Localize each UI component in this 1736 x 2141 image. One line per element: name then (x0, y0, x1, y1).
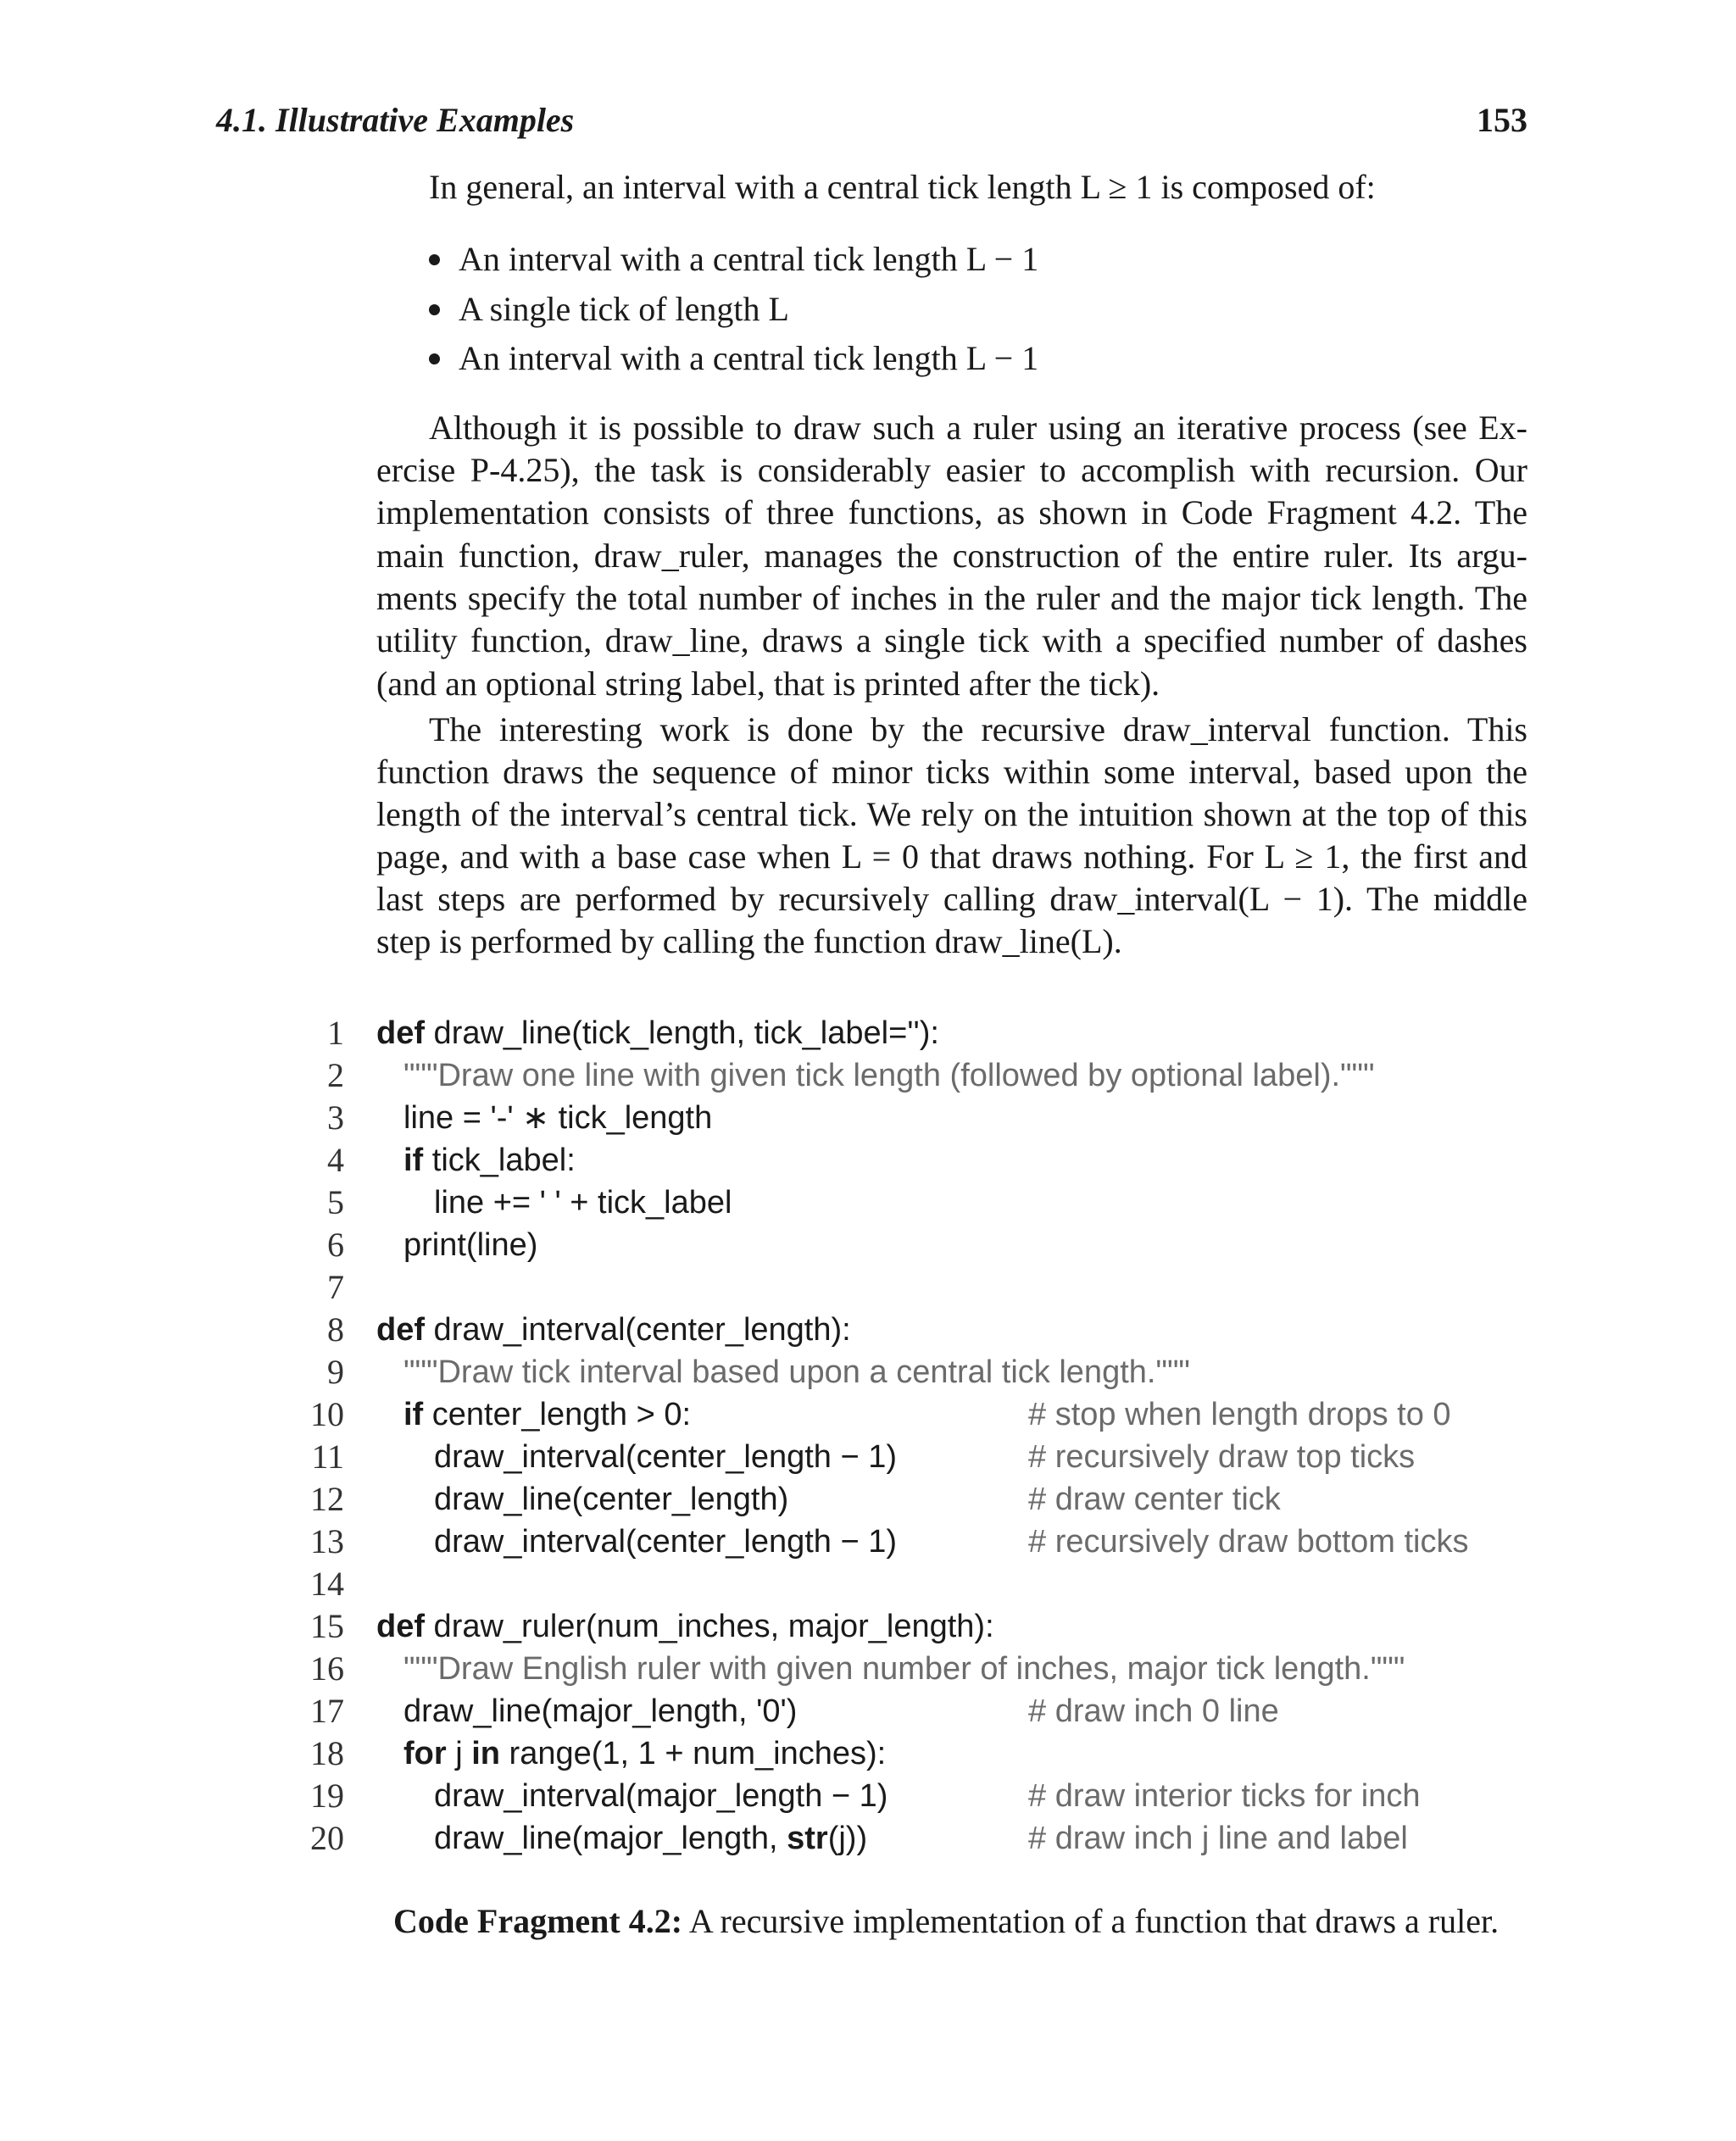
bullet-icon (429, 304, 440, 315)
code-line (0, 1521, 1736, 1563)
code-text: draw_interval(center_length − 1) (434, 1524, 898, 1560)
code-comment: # draw center tick (1028, 1482, 1281, 1517)
code-line (0, 1436, 1736, 1478)
line-number: 3 (327, 1098, 344, 1137)
bullet-item-1: An interval with a central tick length L − 1 (429, 238, 1038, 281)
code-text: draw_interval(major_length − 1) (434, 1778, 888, 1814)
line-number: 9 (327, 1353, 344, 1391)
line-number: 6 (327, 1226, 344, 1264)
code-line (0, 1605, 1736, 1648)
code-line (0, 1817, 1736, 1860)
code-comment: # stop when length drops to 0 (1028, 1397, 1451, 1432)
code-line (0, 1097, 1736, 1139)
line-number: 19 (310, 1777, 344, 1815)
para2-line-4: page, and with a base case when L = 0 that draws nothing. For L ≥ 1, the first and (376, 837, 1527, 876)
code-text: draw_line(major_length, str(j)) (434, 1821, 868, 1856)
para1-line-4: main function, draw_ruler, manages the construction of the entire ruler. Its argu- (376, 537, 1527, 575)
code-line (0, 1563, 1736, 1605)
code-comment: # draw inch j line and label (1028, 1821, 1408, 1856)
line-number: 13 (310, 1522, 344, 1560)
code-comment: # draw inch 0 line (1028, 1693, 1279, 1729)
bullet-item-3: An interval with a central tick length L − 1 (429, 337, 1038, 380)
para2-line-6: step is performed by calling the function draw_line(L). (376, 922, 1122, 960)
para1-line-7: (and an optional string label, that is printed after the tick). (376, 665, 1160, 703)
code-line (0, 1139, 1736, 1182)
para2-line-1: The interesting work is done by the recursive draw_interval function. This (429, 710, 1527, 748)
bullet-icon (429, 353, 440, 364)
docstring: """Draw tick interval based upon a central tick length.""" (403, 1354, 1190, 1390)
line-number: 7 (327, 1268, 344, 1306)
line-number: 10 (310, 1395, 344, 1433)
code-text: draw_line(center_length) (434, 1482, 789, 1517)
docstring: """Draw one line with given tick length (followed by optional label).""" (403, 1058, 1375, 1093)
code-text: if center_length > 0: (403, 1397, 692, 1432)
line-number: 15 (310, 1607, 344, 1645)
code-line (0, 1648, 1736, 1690)
bullet-item-2: A single tick of length L (429, 288, 789, 331)
para2-line-2: function draws the sequence of minor ticks within some interval, based upon the (376, 753, 1527, 791)
code-text: draw_line(major_length, '0') (403, 1693, 798, 1729)
section-header: 4.1. Illustrative Examples (216, 101, 575, 139)
code-line (0, 1478, 1736, 1521)
code-comment: # draw interior ticks for inch (1028, 1778, 1421, 1814)
code-text: def draw_line(tick_length, tick_label=''): (376, 1015, 939, 1051)
para2-line-3: length of the interval’s central tick. We rely on the intuition shown at the top of this (376, 795, 1527, 833)
code-text: draw_interval(center_length − 1) (434, 1439, 898, 1475)
code-line (0, 1690, 1736, 1732)
code-text: if tick_label: (403, 1143, 576, 1178)
caption-text: A recursive implementation of a function that draws a ruler. (688, 1902, 1500, 1940)
line-number: 18 (310, 1734, 344, 1772)
code-line (0, 1012, 1736, 1054)
para1-line-5: ments specify the total number of inches in the ruler and the major tick length. The (376, 579, 1527, 617)
para1-line-3: implementation consists of three functions, as shown in Code Fragment 4.2. The (376, 493, 1527, 531)
line-number: 17 (310, 1692, 344, 1730)
code-text: line += ' ' + tick_label (434, 1185, 732, 1221)
code-text: line = '-' ∗ tick_length (403, 1100, 713, 1136)
code-text: for j in range(1, 1 + num_inches): (403, 1736, 887, 1771)
line-number: 1 (327, 1014, 344, 1052)
docstring: """Draw English ruler with given number of inches, major tick length.""" (403, 1651, 1405, 1687)
code-caption (393, 1901, 1499, 1941)
line-number: 4 (327, 1141, 344, 1179)
page-number: 153 (1477, 101, 1527, 139)
line-number: 20 (310, 1819, 344, 1857)
code-line (0, 1351, 1736, 1393)
para1-line-1: Although it is possible to draw such a ruler using an iterative process (see Ex- (429, 409, 1527, 447)
code-line (0, 1054, 1736, 1097)
code-text: def draw_interval(center_length): (376, 1312, 851, 1348)
bullet-icon (429, 254, 440, 265)
intro-line: In general, an interval with a central tick length L ≥ 1 is composed of: (429, 168, 1376, 206)
para2-line-5: last steps are performed by recursively calling draw_interval(L − 1). The middle (376, 880, 1527, 918)
code-line (0, 1393, 1736, 1436)
line-number: 12 (310, 1480, 344, 1518)
code-text: print(line) (403, 1227, 538, 1263)
code-line (0, 1182, 1736, 1224)
line-number: 2 (327, 1056, 344, 1094)
code-text: def draw_ruler(num_inches, major_length): (376, 1609, 994, 1644)
para1-line-6: utility function, draw_line, draws a single tick with a specified number of dashes (376, 621, 1527, 659)
line-number: 14 (310, 1565, 344, 1603)
line-number: 11 (311, 1438, 344, 1476)
code-line (0, 1309, 1736, 1351)
code-line (0, 1732, 1736, 1775)
line-number: 5 (327, 1183, 344, 1221)
code-line (0, 1775, 1736, 1817)
code-comment: # recursively draw bottom ticks (1028, 1524, 1469, 1560)
code-line (0, 1266, 1736, 1309)
line-number: 16 (310, 1649, 344, 1688)
caption-label: Code Fragment 4.2: (393, 1902, 683, 1940)
code-comment: # recursively draw top ticks (1028, 1439, 1416, 1475)
line-number: 8 (327, 1310, 344, 1349)
code-line (0, 1224, 1736, 1266)
para1-line-2: ercise P-4.25), the task is considerably easier to accomplish with recursion. Our (376, 451, 1527, 489)
